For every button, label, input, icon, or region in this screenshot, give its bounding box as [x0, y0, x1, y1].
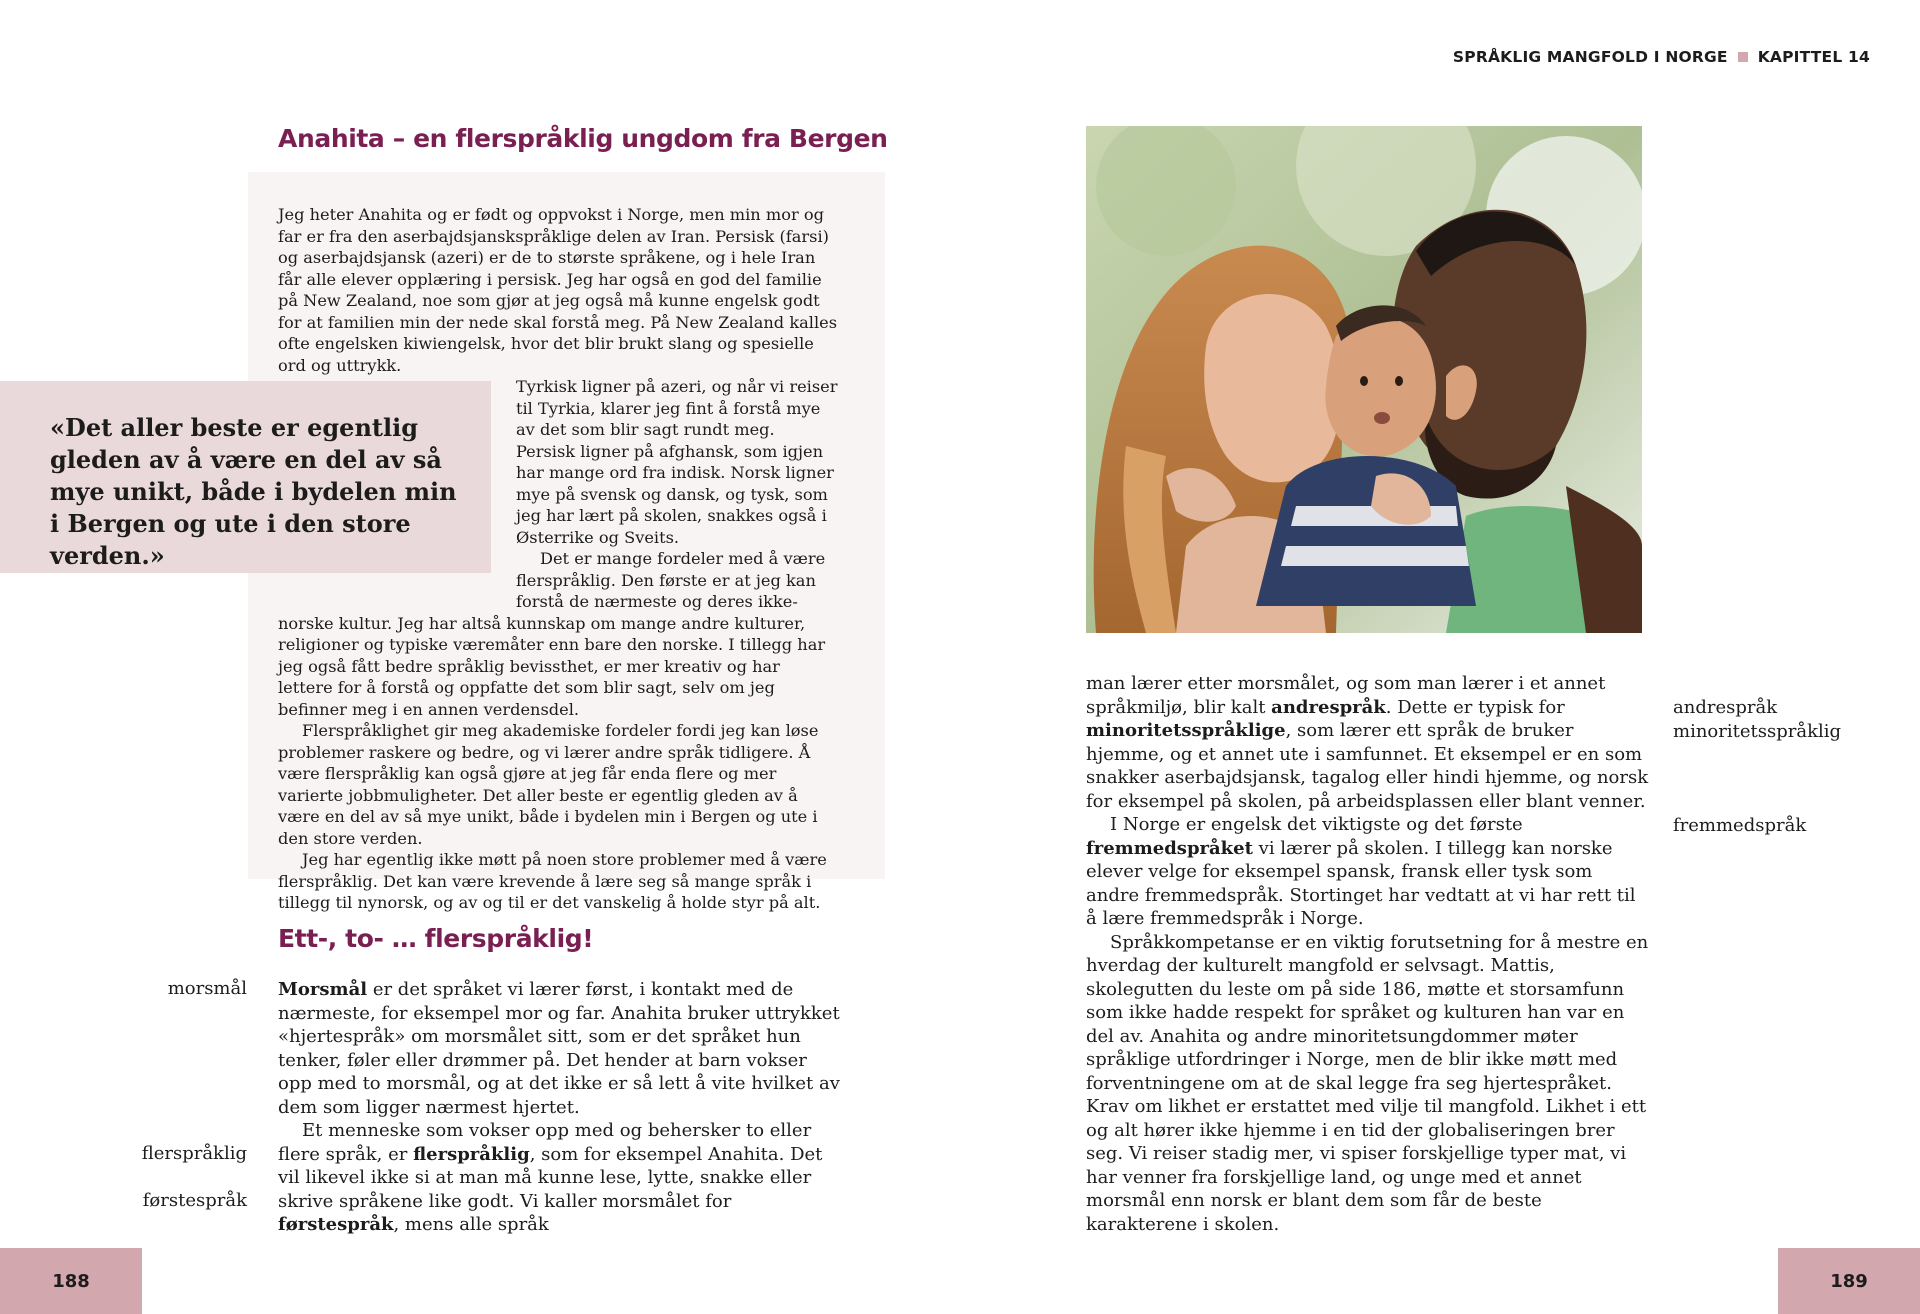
text: I Norge er engelsk det viktigste og det første — [1110, 814, 1523, 835]
term-forstesprak: førstespråk — [278, 1214, 394, 1235]
body-paragraph-andresprak — [1086, 672, 1651, 813]
body-paragraph-morsmal — [278, 978, 843, 1119]
page-number-right: 189 — [1778, 1248, 1920, 1314]
term-andresprak: andrespråk — [1271, 696, 1386, 718]
text: Et menneske som vokser opp med og behersker to eller flere språk, er — [278, 1120, 812, 1165]
margin-term-andresprak: andrespråk — [1673, 697, 1778, 718]
text: . Dette er typisk for — [1385, 696, 1565, 718]
term-minoritetsspraklige: minoritetsspråklige — [1086, 720, 1286, 741]
text: er det språket vi lærer først, i kontakt med de nærmeste, for eksempel mor og far. Anahita bruker uttrykket «hjertespråk» om morsmålet sitt, som er det språket hun tenker, føler eller drømmer på. Det hender at barn vokser opp med to morsmål, og at det ikke er så lett å vite hvilket av dem som ligger nærmest hjertet. — [278, 979, 840, 1118]
text: , som for eksempel Anahita. Det vil likevel ikke si at man må kunne lese, lytte, snakke eller skrive språkene like godt. Vi kaller morsmålet for — [278, 1143, 823, 1212]
separator-square-icon — [1738, 52, 1748, 62]
body-paragraph-fremmedsprak — [1086, 813, 1651, 931]
left-body-text — [278, 978, 843, 1237]
family-photo-illustration — [1086, 126, 1642, 633]
anahita-paragraph-1: Jeg heter Anahita og er født og oppvokst i Norge, men min mor og far er fra den aserbajdsjanskspråklige delen av Iran. Persisk (farsi) og aserbajdsjansk (azeri) er de to største språkene, og i hele Iran får alle elever opplæring i persisk. Jeg har også en god del familie på New Zealand, noe som gjør at jeg også må kunne engelsk godt for at familien min der nede skal forstå meg. På New Zealand kalles ofte engelsken kiwiengelsk, hvor det blir brukt slang og spesielle ord og uttrykk. — [278, 205, 838, 375]
margin-term-fremmedsprak: fremmedspråk — [1673, 815, 1807, 836]
text: , mens alle språk — [393, 1214, 549, 1235]
anahita-paragraph-2: Tyrkisk ligner på azeri, og når vi reiser til Tyrkia, klarer jeg fint å forstå mye av det som blir sagt rundt meg. Persisk ligner på afghansk, som igjen har mange ord fra indisk. Norsk ligner mye på svensk og dansk, og tysk, som jeg har lært på skolen, snakkes også i Østerrike og Sveits. — [516, 377, 838, 547]
term-morsmal: Morsmål — [278, 979, 368, 1000]
anahita-heading: Anahita – en flerspråklig ungdom fra Bergen — [278, 124, 888, 153]
term-flersprakig: flerspråklig — [413, 1143, 530, 1165]
anahita-paragraph-3: Det er mange fordeler med å være flerspråklig. Den første er at jeg kan forstå de nærmeste og deres ikke-norske kultur. Jeg har altså kunnskap om mange andre kulturer, religioner og typiske væremåter enn bare den norske. I tillegg har jeg også fått bedre språklig bevissthet, er mer kreativ og har lettere for å forstå og oppfatte det som blir sagt, selv om jeg befinner meg i en annen verdensdel. — [278, 549, 826, 719]
family-photo — [1086, 126, 1642, 633]
margin-term-minoritetsspraklig: minoritetsspråklig — [1673, 721, 1842, 742]
right-body-text — [1086, 672, 1651, 1236]
margin-term-morsmal: morsmål — [167, 978, 247, 999]
anahita-paragraph-4: Flerspråklighet gir meg akademiske fordeler fordi jeg kan løse problemer raskere og bedre, og vi lærer andre språk tidligere. Å være flerspråklig kan også gjøre at jeg får enda flere og mer varierte jobbmuligheter. Det aller beste er egentlig gleden av å være en del av så mye unikt, både i bydelen min i Bergen og ute i den store verden. — [278, 721, 819, 848]
section-heading-flersprakig: Ett-, to- … flerspråklig! — [278, 924, 594, 953]
page-number-left: 188 — [0, 1248, 142, 1314]
pull-quote: «Det aller beste er egentlig gleden av å være en del av så mye unikt, både i bydelen min i Bergen og ute i den store verden.» — [50, 413, 457, 570]
text: vi lærer på skolen. I tillegg kan norske elever velge for eksempel spansk, fransk eller tysk som andre fremmedspråk. Stortinget har vedtatt at vi har rett til å lære fremmedspråk i Norge. — [1086, 837, 1636, 929]
anahita-paragraph-5: Jeg har egentlig ikke møtt på noen store problemer med å være flerspråklig. Det kan være krevende å lære seg så mange språk i tillegg til nynorsk, og av og til er det vanskelig å holde styr på alt. — [278, 850, 827, 912]
chapter-label: KAPITTEL 14 — [1757, 48, 1870, 66]
term-fremmedspraket: fremmedspråket — [1086, 837, 1253, 859]
text: man lærer etter morsmålet, og som man lærer i et annet språkmiljø, blir kalt — [1086, 673, 1606, 718]
book-title: SPRÅKLIG MANGFOLD I NORGE — [1452, 48, 1728, 66]
body-paragraph-sprakkompetanse: Språkkompetanse er en viktig forutsetning for å mestre en hverdag der kulturelt mangfold er selvsagt. Mattis, skolegutten du leste om på side 186, møtte et storsamfunn som ikke hadde respekt for språket og kulturen han var en del av. Anahita og andre minoritetsungdommer møter språklige utfordringer i Norge, men de blir ikke møtt med forventningene om at de skal legge fra seg hjertespråket. Krav om likhet er erstattet med vilje til mangfold. Likhet i ett og alt hører ikke hjemme i en tid der globaliseringen brer seg. Vi reiser stadig mer, vi spiser forskjellige typer mat, vi har venner fra forskjellige land, og unge med et annet morsmål enn norsk er blant dem som får de beste karakterene i skolen. — [1086, 931, 1649, 1235]
body-paragraph-flersprakig — [278, 1119, 843, 1237]
text: , som lærer ett språk de bruker hjemme, og et annet ute i samfunnet. Et eksempel er en som snakker aserbajdsjansk, tagalog eller hindi hjemme, og norsk for eksempel på skolen, på arbeidsplassen eller blant venner. — [1086, 720, 1649, 812]
margin-term-forstesprak: førstespråk — [142, 1190, 247, 1211]
margin-term-flersprakig: flerspråklig — [141, 1143, 247, 1164]
running-header — [1453, 48, 1870, 66]
